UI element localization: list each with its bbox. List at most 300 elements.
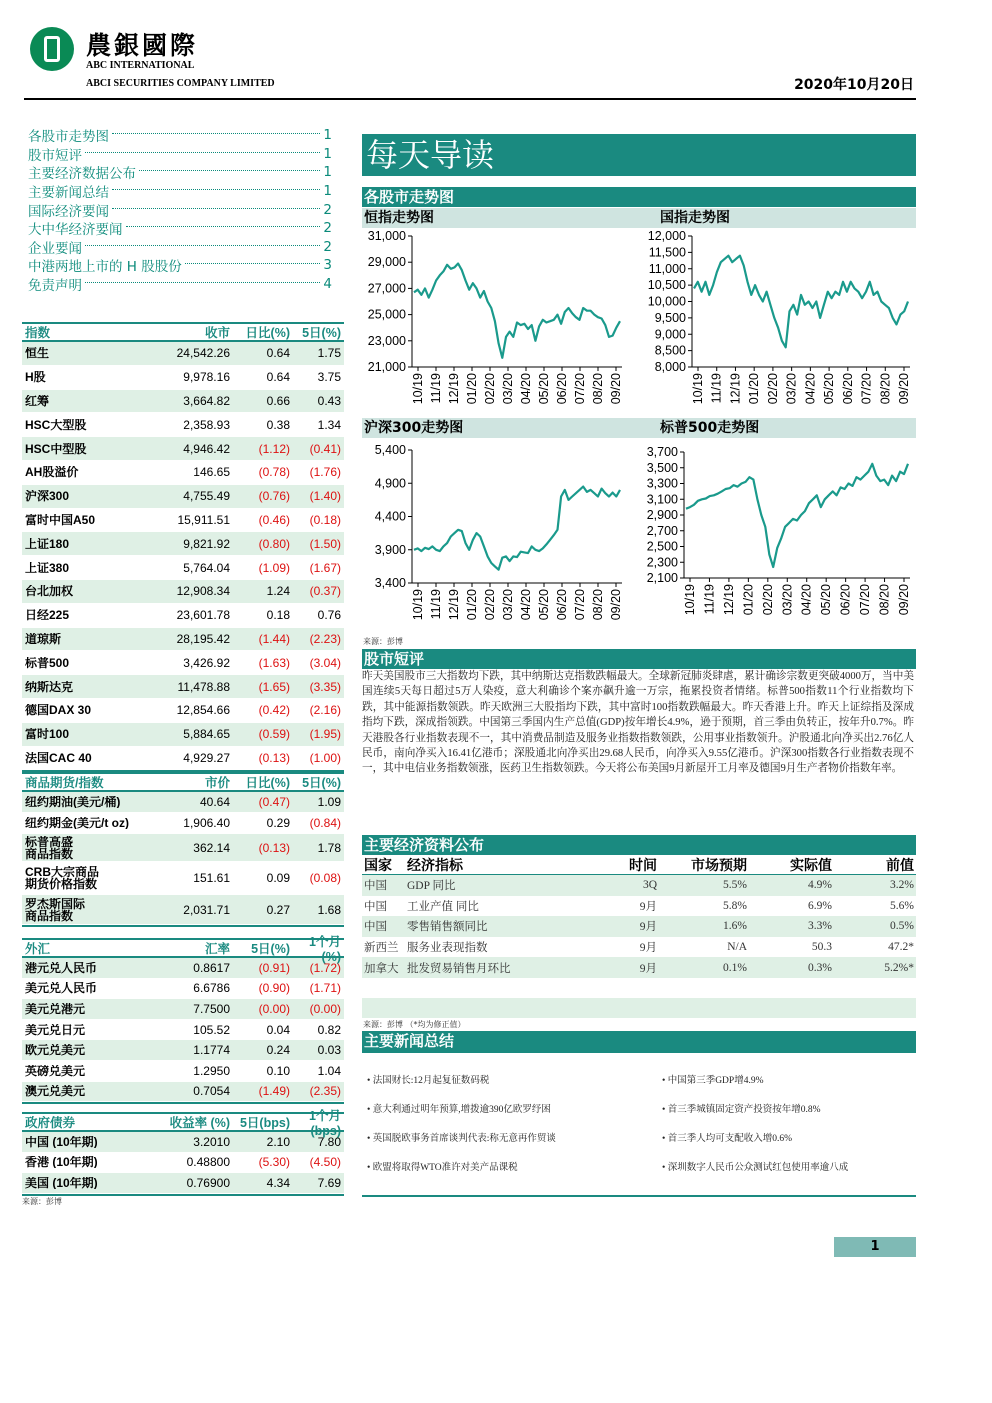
table-of-contents <box>28 126 332 293</box>
indices-change-2: (1.00) <box>309 750 341 765</box>
fx-name: 美元兑日元 <box>25 1023 86 1036</box>
toc-item-page: 2 <box>323 201 332 218</box>
bonds-header-cell: 政府债券 <box>25 1116 76 1130</box>
x-tick-label: 10/19 <box>411 373 425 405</box>
indices-change-1: (1.63) <box>258 655 290 670</box>
toc-item-page: 1 <box>323 164 332 181</box>
fx-value: 1.1774 <box>193 1043 230 1058</box>
commodities-name: 纽约期金(美元/t oz) <box>25 817 129 829</box>
fx-value: 0.7054 <box>193 1084 230 1099</box>
indices-value: 24,542.26 <box>176 346 230 361</box>
bonds-name: 美国 (10年期) <box>25 1176 98 1189</box>
bonds-name: 香港 (10年期) <box>25 1156 98 1169</box>
indices-name: 日经225 <box>25 609 70 622</box>
x-tick-label: 02/20 <box>760 584 775 616</box>
toc-leader <box>185 263 321 264</box>
indices-name: 法国CAC 40 <box>25 751 92 764</box>
y-tick-label: 3,100 <box>646 492 678 507</box>
x-tick-label: 11/19 <box>429 373 443 404</box>
indices-name: 沪深300 <box>25 490 70 503</box>
news-item[interactable]: • 首三季人均可支配收入增0.6% <box>662 1134 792 1144</box>
indices-change-1: (1.12) <box>258 441 290 456</box>
news-title: 主要新闻总结 <box>362 1031 916 1051</box>
table-row <box>22 862 344 895</box>
indices-name: 红筹 <box>25 394 50 407</box>
toc-item[interactable] <box>28 182 332 201</box>
indices-value: 12,854.66 <box>176 703 230 718</box>
indices-change-1: (0.42) <box>258 703 290 718</box>
y-tick-label: 3,300 <box>646 476 678 491</box>
econ-spacer <box>362 998 916 1018</box>
news-item[interactable]: • 欧盟将取得WTO准许对美产品课税 <box>367 1163 518 1173</box>
header-divider <box>24 98 916 100</box>
news-item[interactable]: • 深圳数字人民币公众测试红包使用率逾八成 <box>662 1163 849 1173</box>
indices-value: 9,978.16 <box>183 370 230 385</box>
chart-sp500-title: 标普500走势图 <box>660 420 760 436</box>
x-tick-label: 04/20 <box>519 589 533 621</box>
indices-change-1: (1.65) <box>258 679 290 694</box>
table-row <box>22 628 344 652</box>
indices-change-2: (1.76) <box>309 465 341 480</box>
commodities-name: 标普高盛 商品指数 <box>25 835 74 860</box>
indices-name: 上证180 <box>25 537 70 550</box>
indices-change-2: 0.43 <box>317 393 341 408</box>
econ-expected: N/A <box>727 941 747 954</box>
table-row <box>22 556 344 580</box>
y-tick-label: 3,400 <box>374 576 406 590</box>
x-tick-label: 07/20 <box>859 373 874 405</box>
indices-value: 23,601.78 <box>176 608 230 623</box>
x-tick-label: 05/20 <box>819 584 834 616</box>
indices-header-cell: 5日(%) <box>302 326 341 340</box>
x-tick-label: 03/20 <box>784 373 799 405</box>
indices-name: HSC中型股 <box>25 442 87 455</box>
toc-item-title: 主要新闻总结 <box>28 185 109 202</box>
chart-csi300 <box>362 438 632 634</box>
news-bottom-divider <box>362 1195 916 1197</box>
fx-change-1: 0.04 <box>266 1022 290 1037</box>
indices-value: 5,764.04 <box>183 560 230 575</box>
chart-hsi-title: 恒指走势图 <box>364 210 434 226</box>
toc-item-page: 2 <box>323 220 332 237</box>
indices-change-1: (1.44) <box>258 631 290 646</box>
y-tick-label: 4,400 <box>374 509 406 524</box>
fx-name: 港元兑人民币 <box>25 961 98 974</box>
econ-time: 3Q <box>642 879 657 892</box>
indices-change-2: (2.16) <box>309 703 341 718</box>
charts-row1-header <box>362 208 916 228</box>
toc-item-title: 各股市走势图 <box>28 129 109 146</box>
news-item[interactable]: • 首三季城镇固定资产投资按年增0.8% <box>662 1105 821 1115</box>
x-tick-label: 04/20 <box>799 584 814 616</box>
toc-leader <box>85 282 320 283</box>
indices-change-1: (0.46) <box>258 512 290 527</box>
table-row <box>362 896 916 917</box>
econ-prior: 5.2%* <box>884 961 914 974</box>
commentary-text: 昨天美国股市三大指数均下跌，其中纳斯达克指数跌幅最大。全球新冠肺炎肆虐，累计确诊宗数更突破4000万，当中美国连续5天每日超过5万人染疫，意大利确诊个案亦飙升逾一万宗，拖累投资者情绪。标普500指数11个行业指数均下跌，其中能源指数领跌。昨天欧洲三大股指均下跌，其中富时100指数跌幅最大。昨天香港上升。昨天上证综指及深成指均下跌，深成指领跌。中国第三季国内生产总值(GDP)按年增长4.9%，逊于预期，首三季由负转正，按年升0.7%。昨天港股各行业指数表现不一，其中消费品制造及服务业指数指数领跌，公用事业指数领升。沪股通北向净买出2.76亿人民币，南向净买入16.41亿港币；深股通北向净买出29.68人民币，向净买入9.55亿港币。沪深300指数各行业指数表现不一，其中电信业务指数领涨，医药卫生指数领跌。今天将公布美国9月新屋开工月率及德国9月生产者物价指数年率。 <box>362 671 914 775</box>
econ-header-cell: 经济指标 <box>407 858 463 874</box>
commodities-change-1: 0.27 <box>266 902 290 917</box>
indices-value: 11,478.88 <box>177 679 230 694</box>
x-tick-label: 01/20 <box>465 373 479 405</box>
fx-footer-rule <box>22 1102 344 1104</box>
econ-country: 中国 <box>364 921 387 934</box>
y-tick-label: 29,000 <box>367 255 406 270</box>
econ-prior: 0.5% <box>890 920 914 933</box>
table-row <box>22 1132 344 1153</box>
indices-value: 9,821.92 <box>183 536 230 551</box>
toc-leader <box>126 226 321 227</box>
indices-value: 3,664.82 <box>183 393 230 408</box>
indices-change-1: (0.76) <box>258 489 290 504</box>
indices-name: 道琼斯 <box>25 632 62 645</box>
table-row <box>22 413 344 437</box>
commodities-footer-rule <box>22 925 344 927</box>
table-row <box>22 604 344 628</box>
indices-change-1: (0.13) <box>258 750 290 765</box>
y-tick-label: 9,500 <box>654 310 686 325</box>
x-tick-label: 07/20 <box>573 373 587 405</box>
bonds-header-cell: 1个月(bps) <box>309 1109 341 1138</box>
econ-expected: 1.6% <box>723 920 747 933</box>
x-tick-label: 02/20 <box>483 373 497 405</box>
econ-indicator: 服务业表现指数 <box>407 942 488 955</box>
news-item[interactable]: • 意大利通过明年预算,增拨逾390亿欧罗纾困 <box>367 1105 551 1115</box>
econ-actual: 6.9% <box>808 899 832 912</box>
x-tick-label: 09/20 <box>897 584 911 616</box>
y-tick-label: 11,500 <box>648 245 686 260</box>
chart-sp500 <box>640 438 916 634</box>
commodities-value: 151.61 <box>193 871 230 885</box>
bonds-value: 0.48800 <box>186 1155 230 1170</box>
fx-change-2: (1.71) <box>309 981 341 996</box>
page-number: 1 <box>834 1237 916 1257</box>
y-tick-label: 11,000 <box>648 261 686 276</box>
commodities-value: 2,031.71 <box>183 902 230 917</box>
indices-change-2: (1.95) <box>309 727 341 742</box>
bonds-value: 0.76900 <box>186 1175 230 1190</box>
fx-value: 105.52 <box>193 1022 230 1037</box>
fx-value: 0.8617 <box>193 960 230 975</box>
x-tick-label: 11/19 <box>429 589 443 620</box>
indices-value: 28,195.42 <box>176 631 230 646</box>
bonds-change-1: (5.30) <box>258 1155 290 1170</box>
table-row <box>22 1061 344 1082</box>
commodities-change-2: (0.08) <box>309 871 341 885</box>
indices-change-2: (2.23) <box>309 631 341 646</box>
y-tick-label: 31,000 <box>367 229 406 243</box>
indices-change-1: (1.09) <box>258 560 290 575</box>
fx-name: 澳元兑美元 <box>25 1085 86 1098</box>
fx-change-2: (1.72) <box>309 960 341 975</box>
commodities-header-cell: 5日(%) <box>302 776 341 790</box>
commodities-value: 40.64 <box>199 795 230 809</box>
indices-change-1: 1.24 <box>266 584 290 599</box>
fx-header-cell: 汇率 <box>204 942 230 956</box>
news-right-list <box>662 1072 848 1188</box>
x-tick-label: 03/20 <box>501 589 515 621</box>
fx-change-2: 0.82 <box>317 1022 341 1037</box>
table-row <box>22 1153 344 1174</box>
toc-leader <box>85 152 320 153</box>
indices-change-1: 0.64 <box>266 346 290 361</box>
indices-value: 4,946.42 <box>183 441 230 456</box>
y-tick-label: 2,900 <box>646 508 678 522</box>
table-row <box>22 675 344 699</box>
commodities-table <box>22 772 344 927</box>
table-row <box>22 580 344 604</box>
x-tick-label: 08/20 <box>878 373 893 405</box>
toc-item[interactable] <box>28 238 332 257</box>
table-row <box>22 1173 344 1194</box>
table-row <box>22 699 344 723</box>
chart-hscei-title: 国指走势图 <box>660 210 730 226</box>
fx-change-1: 0.24 <box>266 1043 290 1058</box>
toc-item-page: 1 <box>323 127 332 144</box>
x-tick-label: 05/20 <box>822 373 837 405</box>
econ-country: 中国 <box>364 900 387 913</box>
indices-name: 恒生 <box>25 347 50 360</box>
indices-change-1: 0.18 <box>266 608 290 623</box>
toc-item-page: 2 <box>323 238 332 255</box>
toc-item[interactable] <box>28 256 332 275</box>
x-tick-label: 06/20 <box>838 584 853 616</box>
toc-item-title: 股市短评 <box>28 147 82 164</box>
x-tick-label: 09/20 <box>609 373 623 405</box>
indices-header <box>22 322 344 342</box>
econ-expected: 5.8% <box>723 899 747 912</box>
table-row <box>22 895 344 925</box>
table-row <box>22 1040 344 1061</box>
y-tick-label: 8,500 <box>654 343 686 358</box>
indices-name: 台北加权 <box>25 585 74 598</box>
x-tick-label: 07/20 <box>573 589 587 621</box>
bonds-source: 来源：彭博 <box>22 1197 62 1206</box>
econ-header-cell: 市场预期 <box>691 858 747 874</box>
table-row <box>22 390 344 414</box>
econ-prior: 3.2% <box>890 879 914 892</box>
table-row <box>22 979 344 1000</box>
y-tick-label: 12,000 <box>647 229 686 243</box>
table-row <box>22 1020 344 1041</box>
company-name-en-full: ABCI SECURITIES COMPANY LIMITED <box>86 78 275 89</box>
x-tick-label: 03/20 <box>501 373 515 405</box>
x-tick-label: 03/20 <box>780 584 795 616</box>
indices-table <box>22 322 344 772</box>
commodities-name: 罗杰斯国际 商品指数 <box>25 897 86 922</box>
indices-value: 3,426.92 <box>183 655 230 670</box>
table-row <box>22 509 344 533</box>
commodities-change-1: (0.13) <box>258 840 290 855</box>
chart-csi300-title: 沪深300走势图 <box>364 420 464 436</box>
series-line <box>686 464 908 567</box>
x-tick-label: 08/20 <box>591 589 605 621</box>
x-tick-label: 09/20 <box>897 373 911 405</box>
table-row <box>362 875 916 896</box>
y-tick-label: 9,000 <box>654 327 686 342</box>
commodities-change-2: 1.09 <box>317 795 341 809</box>
toc-item-title: 中港两地上市的 H 股股份 <box>28 259 182 276</box>
fx-value: 7.7500 <box>193 1001 230 1016</box>
fx-change-1: (0.91) <box>258 960 290 975</box>
toc-item[interactable] <box>28 275 332 294</box>
table-row <box>22 651 344 675</box>
indices-header-cell: 指数 <box>25 326 51 340</box>
y-tick-label: 5,400 <box>374 443 406 457</box>
news-item[interactable]: • 英国脱欧事务首席谈判代表:称无意再作贸谈 <box>367 1134 556 1144</box>
charts-row2-header <box>362 418 916 438</box>
toc-item[interactable] <box>28 200 332 219</box>
indices-change-1: 0.64 <box>266 370 290 385</box>
econ-actual: 50.3 <box>811 941 832 954</box>
bonds-change-1: 4.34 <box>266 1175 290 1190</box>
toc-item-title: 免责声明 <box>28 278 82 295</box>
econ-expected: 0.1% <box>723 961 747 974</box>
bonds-change-1: 2.10 <box>266 1134 290 1149</box>
x-tick-label: 05/20 <box>537 589 551 621</box>
x-tick-label: 01/20 <box>741 584 756 616</box>
news-divider <box>362 1051 916 1053</box>
x-tick-label: 10/19 <box>683 584 697 616</box>
indices-name: 标普500 <box>25 656 70 669</box>
fx-change-1: (0.00) <box>258 1001 290 1016</box>
table-row <box>22 461 344 485</box>
bonds-value: 3.2010 <box>193 1134 230 1149</box>
indices-change-2: (0.37) <box>309 584 341 599</box>
econ-country: 新西兰 <box>364 942 399 955</box>
y-tick-label: 10,500 <box>647 278 686 293</box>
toc-item[interactable] <box>28 163 332 182</box>
bonds-table <box>22 1109 344 1196</box>
commodities-header-cell: 市价 <box>204 776 230 790</box>
toc-item-title: 企业要闻 <box>28 240 82 257</box>
fx-change-1: (0.90) <box>258 981 290 996</box>
chart-hsi <box>362 228 632 416</box>
indices-name: 上证380 <box>25 561 70 574</box>
commodities-change-1: 0.29 <box>266 816 290 830</box>
toc-item-page: 1 <box>323 145 332 162</box>
page-title: 每天导读 <box>362 134 916 176</box>
fx-header-cell: 1个月(%) <box>309 935 341 964</box>
x-tick-label: 09/20 <box>609 589 623 621</box>
table-row <box>22 342 344 366</box>
commodities-name: 纽约期油(美元/桶) <box>25 796 121 808</box>
y-tick-label: 2,500 <box>646 539 678 554</box>
table-row <box>362 937 916 958</box>
fx-table <box>22 935 344 1104</box>
x-tick-label: 04/20 <box>519 373 533 405</box>
charts-source: 来源：彭博 <box>363 637 403 646</box>
x-tick-label: 12/19 <box>447 373 461 405</box>
table-row <box>22 999 344 1020</box>
x-tick-label: 06/20 <box>555 373 569 405</box>
econ-indicator: 工业产值 同比 <box>407 900 479 913</box>
table-row <box>22 813 344 834</box>
x-tick-label: 12/19 <box>728 373 743 405</box>
toc-item-page: 4 <box>323 276 332 293</box>
commodities-name: CRB大宗商品 期货价格指数 <box>25 866 99 890</box>
table-row <box>22 1082 344 1103</box>
series-line <box>414 487 620 570</box>
x-tick-label: 02/20 <box>483 589 497 621</box>
indices-change-1: 0.38 <box>266 417 290 432</box>
fx-name: 英磅兑美元 <box>25 1064 86 1077</box>
indices-value: 4,755.49 <box>183 489 230 504</box>
econ-time: 9月 <box>639 962 657 975</box>
econ-country: 加拿大 <box>364 962 399 975</box>
x-tick-label: 10/19 <box>691 373 705 405</box>
table-row <box>22 723 344 747</box>
bonds-change-2: 7.80 <box>317 1134 341 1149</box>
x-tick-label: 12/19 <box>721 584 736 616</box>
abc-logo-mark <box>44 36 60 62</box>
x-tick-label: 02/20 <box>765 373 780 405</box>
indices-name: 德国DAX 30 <box>25 704 92 717</box>
econ-time: 9月 <box>639 900 657 913</box>
toc-item-page: 1 <box>323 183 332 200</box>
news-left-list <box>367 1072 556 1188</box>
news-item[interactable]: • 法国财长:12月起复征数码税 <box>367 1076 490 1086</box>
x-tick-label: 01/20 <box>747 373 762 405</box>
toc-leader <box>139 170 320 171</box>
y-tick-label: 8,000 <box>654 360 686 374</box>
commodities-header <box>22 772 344 792</box>
indices-change-1: 0.66 <box>266 393 290 408</box>
indices-value: 2,358.93 <box>183 417 230 432</box>
table-row <box>22 792 344 813</box>
x-tick-label: 12/19 <box>447 589 461 621</box>
news-item[interactable]: • 中国第三季GDP增4.9% <box>662 1076 764 1086</box>
fx-value: 6.6786 <box>193 981 230 996</box>
fx-change-2: (0.00) <box>309 1001 341 1016</box>
indices-change-1: (0.78) <box>258 465 290 480</box>
indices-change-1: (0.59) <box>258 727 290 742</box>
fx-change-1: (1.49) <box>258 1084 290 1099</box>
y-tick-label: 10,000 <box>647 294 686 309</box>
y-tick-label: 21,000 <box>367 360 406 374</box>
y-tick-label: 25,000 <box>367 307 406 322</box>
indices-name: H股 <box>25 371 46 384</box>
report-date: 2020年10月20日 <box>794 77 914 93</box>
toc-item[interactable] <box>28 126 332 145</box>
fx-header <box>22 935 344 964</box>
indices-change-2: 1.75 <box>317 346 341 361</box>
econ-header <box>362 855 916 875</box>
table-row <box>22 958 344 979</box>
table-row <box>362 957 916 978</box>
commodities-header-cell: 日比(%) <box>245 776 290 790</box>
commodities-header-cell: 商品期货/指数 <box>25 776 104 790</box>
toc-leader <box>85 245 320 246</box>
company-name-cn: 農銀國際 <box>86 31 199 60</box>
toc-item[interactable] <box>28 145 332 164</box>
x-tick-label: 01/20 <box>465 589 479 621</box>
company-name-en: ABC INTERNATIONAL <box>86 60 195 71</box>
indices-name: 富时中国A50 <box>25 513 96 526</box>
econ-source: 来源：彭博 （*均为修正值） <box>363 1020 466 1029</box>
x-tick-label: 08/20 <box>591 373 605 405</box>
x-tick-label: 11/19 <box>702 584 717 615</box>
econ-header-cell: 前值 <box>886 858 914 874</box>
indices-change-2: (3.04) <box>309 655 341 670</box>
toc-item[interactable] <box>28 219 332 238</box>
toc-leader <box>112 208 320 209</box>
econ-actual: 4.9% <box>808 879 832 892</box>
toc-leader <box>112 133 320 134</box>
fx-value: 1.2950 <box>193 1063 230 1078</box>
section-charts-title: 各股市走势图 <box>362 187 916 207</box>
indices-value: 5,884.65 <box>183 727 230 742</box>
